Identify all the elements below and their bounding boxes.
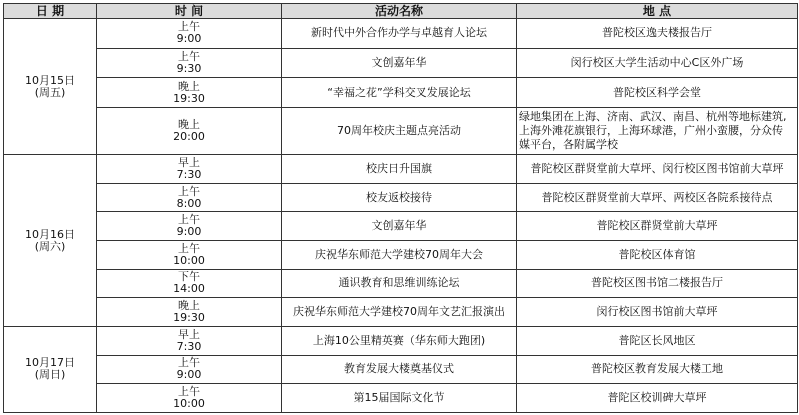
location-cell: 普陀校区科学会堂 xyxy=(517,78,798,108)
location-cell: 普陀区长风地区 xyxy=(517,326,798,355)
time-cell xyxy=(97,183,282,212)
time-value: 10:00 xyxy=(173,253,205,267)
header-row xyxy=(4,4,798,19)
time-value: 9:30 xyxy=(176,62,202,75)
time-value: 20:00 xyxy=(173,130,205,144)
time-period: 晚上 xyxy=(178,118,200,132)
location-cell: 普陀校区体育馆 xyxy=(517,241,798,270)
time-cell xyxy=(97,384,282,413)
table-row xyxy=(4,241,798,270)
header-time: 时 间 xyxy=(97,4,282,19)
time-value: 9:00 xyxy=(176,368,202,382)
time-period: 下午 xyxy=(178,270,200,284)
time-value: 9:00 xyxy=(176,32,202,46)
table-row xyxy=(4,298,798,327)
activity-name: 通识教育和思维训练论坛 xyxy=(282,269,517,298)
date-cell xyxy=(4,155,97,327)
time-cell xyxy=(97,326,282,355)
table-row xyxy=(4,108,798,155)
time-period: 早上 xyxy=(178,327,200,341)
time-period: 上午 xyxy=(178,241,200,255)
table-row xyxy=(4,155,798,184)
activity-name: “幸福之花”学科交叉发展论坛 xyxy=(282,78,517,108)
time-value: 7:30 xyxy=(176,339,202,353)
weekday-label: (周日) xyxy=(34,368,66,382)
location-line: 绿地集团在上海、济南、武汉、南昌、杭州等地标建筑, xyxy=(519,110,787,124)
activity-name: 教育发展大楼奠基仪式 xyxy=(282,355,517,384)
table-row xyxy=(4,48,798,78)
activity-name: 校友返校接待 xyxy=(282,183,517,212)
weekday-label: (周五) xyxy=(34,85,66,99)
location-cell: 普陀校区逸夫楼报告厅 xyxy=(517,19,798,49)
date-cell xyxy=(4,19,97,155)
time-cell xyxy=(97,355,282,384)
activity-name: 上海10公里精英赛（华东师大跑团) xyxy=(282,326,517,355)
schedule-table xyxy=(3,3,798,413)
location-cell: 普陀校区群贤堂前大草坪、两校区各院系接待点 xyxy=(517,183,798,212)
table-row xyxy=(4,183,798,212)
time-period: 晚上 xyxy=(178,299,200,313)
time-period: 上午 xyxy=(178,20,200,34)
date-label: 10月17日 xyxy=(25,356,75,370)
time-value: 19:30 xyxy=(173,311,205,325)
time-period: 上午 xyxy=(178,50,200,63)
date-label: 10月15日 xyxy=(25,73,75,87)
table-row xyxy=(4,212,798,241)
location-cell: 闵行校区图书馆前大草坪 xyxy=(517,298,798,327)
time-period: 上午 xyxy=(178,356,200,370)
activity-name: 第15届国际文化节 xyxy=(282,384,517,413)
time-value: 8:00 xyxy=(176,196,202,210)
time-cell xyxy=(97,241,282,270)
time-cell xyxy=(97,48,282,78)
header-activity: 活动名称 xyxy=(282,4,517,19)
location-line: 媒平台，各附属学校 xyxy=(519,138,618,152)
time-cell xyxy=(97,155,282,184)
time-cell xyxy=(97,212,282,241)
location-cell: 普陀校区图书馆二楼报告厅 xyxy=(517,269,798,298)
time-period: 上午 xyxy=(178,184,200,198)
table-row xyxy=(4,78,798,108)
time-value: 14:00 xyxy=(173,282,205,296)
time-cell xyxy=(97,19,282,49)
activity-name: 文创嘉年华 xyxy=(282,212,517,241)
time-value: 9:00 xyxy=(176,225,202,239)
time-value: 7:30 xyxy=(176,167,202,181)
location-cell: 普陀校区群贤堂前大草坪、闵行校区图书馆前大草坪 xyxy=(517,155,798,184)
activity-name: 庆祝华东师范大学建校70周年大会 xyxy=(282,241,517,270)
activity-name: 校庆日升国旗 xyxy=(282,155,517,184)
date-label: 10月16日 xyxy=(25,227,75,241)
time-period: 上午 xyxy=(178,213,200,227)
table-row xyxy=(4,384,798,413)
activity-name: 庆祝华东师范大学建校70周年文艺汇报演出 xyxy=(282,298,517,327)
time-value: 10:00 xyxy=(173,397,205,411)
time-cell xyxy=(97,298,282,327)
header-location: 地 点 xyxy=(517,4,798,19)
location-cell: 普陀校区教育发展大楼工地 xyxy=(517,355,798,384)
header-date: 日 期 xyxy=(4,4,97,19)
location-cell: 普陀校区群贤堂前大草坪 xyxy=(517,212,798,241)
time-value: 19:30 xyxy=(173,91,205,105)
table-row xyxy=(4,269,798,298)
time-cell xyxy=(97,108,282,155)
location-cell: 普陀区校训碑大草坪 xyxy=(517,384,798,413)
location-line: 上海外滩花旗银行，上海环球港，广州小蛮腰，分众传 xyxy=(519,124,783,138)
date-cell xyxy=(4,326,97,412)
activity-name: 文创嘉年华 xyxy=(282,48,517,78)
activity-name: 新时代中外合作办学与卓越育人论坛 xyxy=(282,19,517,49)
location-cell xyxy=(517,108,798,155)
time-period: 早上 xyxy=(178,155,200,169)
table-row xyxy=(4,355,798,384)
activity-name: 70周年校庆主题点亮活动 xyxy=(282,108,517,155)
time-period: 上午 xyxy=(178,385,200,399)
weekday-label: (周六) xyxy=(34,239,66,253)
time-cell xyxy=(97,78,282,108)
table-row xyxy=(4,19,798,49)
time-period: 晚上 xyxy=(178,79,200,93)
location-cell: 闵行校区大学生活动中心C区外广场 xyxy=(517,48,798,78)
table-row xyxy=(4,326,798,355)
time-cell xyxy=(97,269,282,298)
